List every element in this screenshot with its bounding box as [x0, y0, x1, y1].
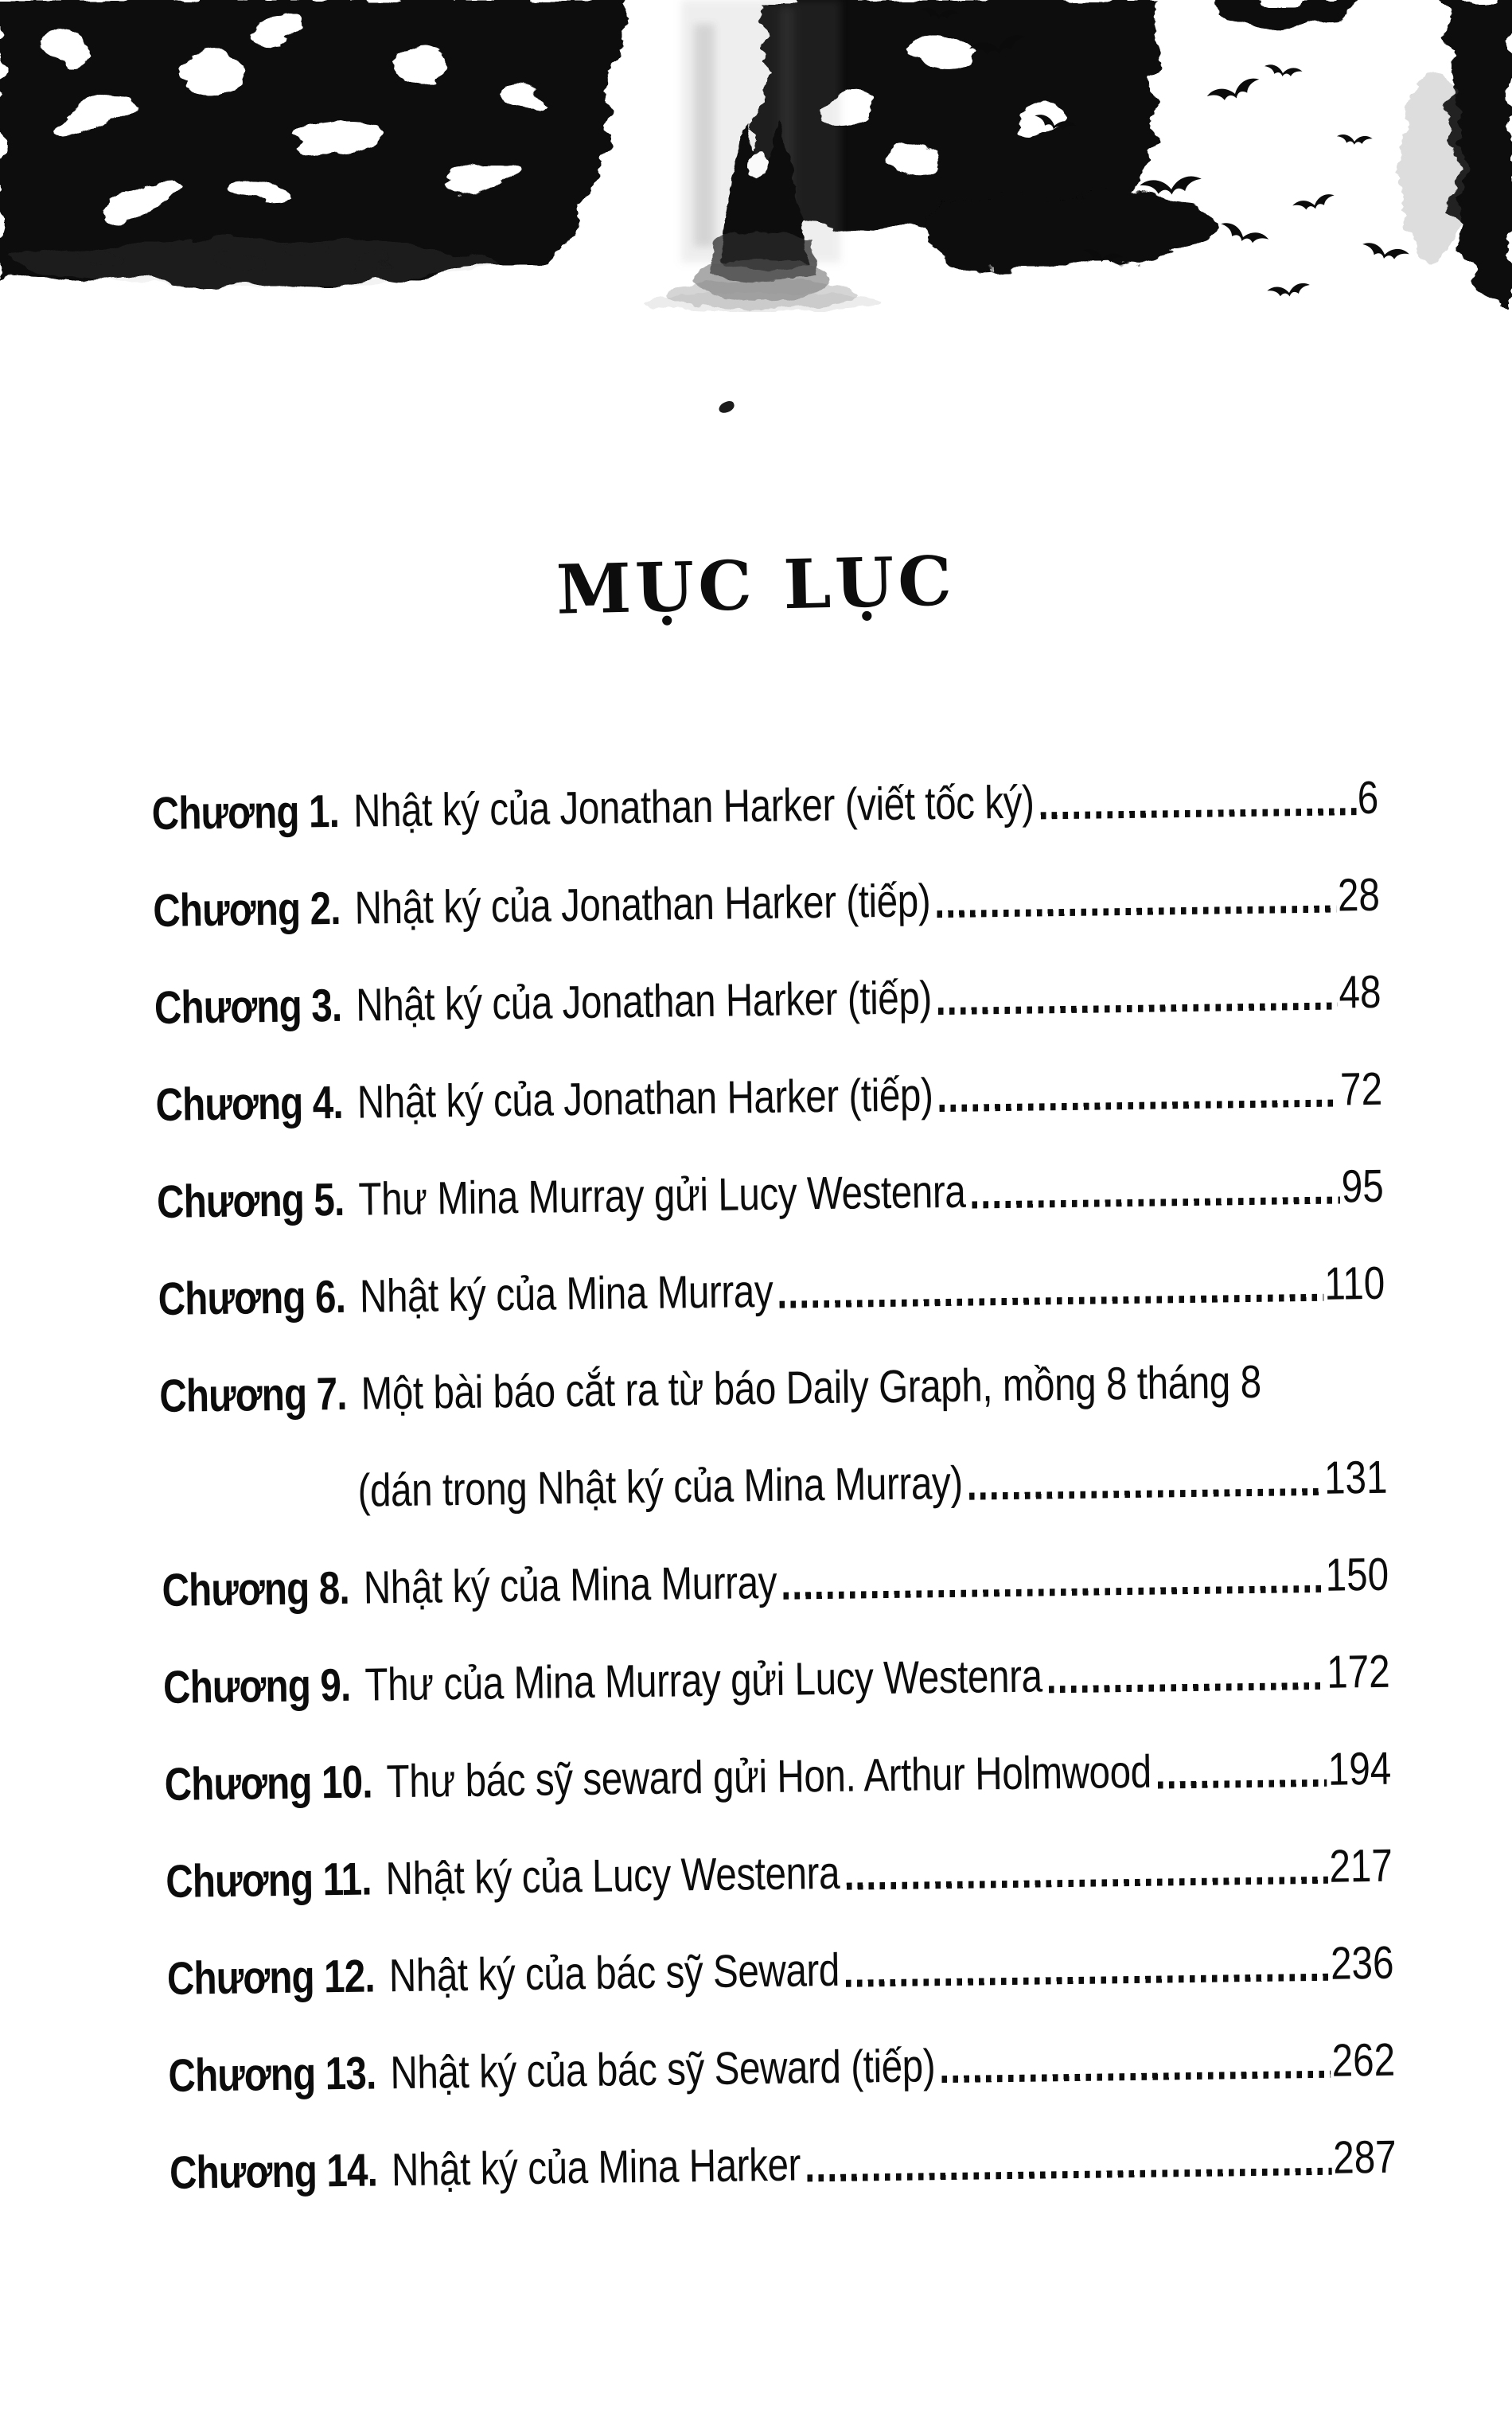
chapter-label: Chương 13.	[168, 2047, 376, 2102]
chapter-title: Thư bác sỹ seward gửi Hon. Arthur Holmwood	[386, 1745, 1152, 1808]
dot-leader	[846, 1877, 1328, 1890]
toc-entry	[162, 1526, 1389, 1639]
page-number: 236	[1330, 1936, 1394, 1990]
toc-entry	[169, 2109, 1397, 2222]
chapter-title: Nhật ký của bác sỹ Seward	[388, 1943, 840, 2002]
toc-line	[162, 1624, 1390, 1737]
dot-leader	[780, 1294, 1324, 1308]
toc-list	[151, 750, 1397, 2222]
chapter-title: Nhật ký của Jonathan Harker (tiếp)	[357, 1069, 933, 1129]
chapter-label: Chương 7.	[158, 1367, 348, 1422]
page-title: MỤC LỤC	[555, 541, 957, 630]
toc-line	[168, 2012, 1396, 2125]
dot-leader	[937, 906, 1337, 918]
chapter-label: Chương 1.	[151, 785, 340, 840]
page-number: 150	[1325, 1548, 1389, 1601]
toc-line	[158, 1235, 1385, 1348]
bat-icon	[1361, 241, 1410, 263]
page-number: 262	[1331, 2033, 1396, 2087]
page-number: 110	[1324, 1257, 1385, 1310]
chapter-label: Chương 6.	[158, 1270, 346, 1325]
dot-leader	[1041, 808, 1357, 819]
dot-leader	[941, 2071, 1331, 2083]
toc-entry	[168, 2012, 1396, 2125]
header-artwork-svg	[0, 0, 1512, 312]
toc-entry	[159, 1332, 1389, 1542]
page-number: 28	[1337, 868, 1381, 922]
chapter-label: Chương 14.	[169, 2144, 378, 2199]
toc-entry	[155, 1041, 1383, 1154]
page-number: 287	[1332, 2130, 1397, 2184]
chapter-label: Chương 10.	[164, 1756, 373, 1811]
chapter-label: Chương 4.	[155, 1076, 344, 1131]
toc-entry	[166, 1818, 1393, 1931]
dot-leader	[969, 1488, 1323, 1500]
toc-entry	[158, 1235, 1385, 1348]
dot-leader	[807, 2168, 1332, 2182]
chapter-title: Thư của Mina Murray gửi Lucy Westenra	[364, 1650, 1042, 1711]
chapter-title: Nhật ký của bác sỹ Seward (tiếp)	[390, 2040, 936, 2099]
toc-line	[153, 847, 1381, 960]
toc-entry	[164, 1721, 1392, 1834]
page-number: 217	[1329, 1839, 1393, 1893]
chapter-label: Chương 3.	[154, 979, 342, 1034]
chapter-title: Nhật ký của Jonathan Harker (tiếp)	[355, 972, 933, 1031]
chapter-title: Một bài báo cắt ra từ báo Daily Graph, mồng 8 tháng 8	[360, 1355, 1262, 1420]
dot-leader	[938, 1003, 1338, 1015]
page-number: 131	[1323, 1451, 1388, 1504]
chapter-title: Nhật ký của Mina Murray	[363, 1556, 777, 1614]
page-number: 95	[1341, 1160, 1385, 1213]
chapter-title: Nhật ký của Jonathan Harker (tiếp)	[354, 875, 931, 934]
dot-leader	[1158, 1780, 1327, 1789]
chapter-label: Chương 12.	[166, 1950, 376, 2005]
ink-speck	[717, 400, 735, 415]
chapter-title-continuation: (dán trong Nhật ký của Mina Murray)	[357, 1456, 964, 1517]
dot-leader	[940, 1099, 1339, 1112]
toc-line	[156, 1138, 1384, 1251]
chapter-label: Chương 9.	[162, 1659, 351, 1713]
chapter-title: Thư Mina Murray gửi Lucy Westenra	[358, 1165, 966, 1226]
chapter-label: Chương 8.	[162, 1561, 350, 1616]
chapter-title: Nhật ký của Jonathan Harker (viết tốc ký)	[353, 776, 1035, 837]
toc-line	[159, 1332, 1387, 1445]
dot-leader	[1049, 1682, 1326, 1694]
toc-line	[164, 1721, 1392, 1834]
toc-line	[166, 1818, 1393, 1931]
toc-entry	[151, 750, 1379, 863]
toc-line	[166, 1915, 1394, 2028]
toc-line-continuation	[160, 1429, 1388, 1542]
toc-entry	[156, 1138, 1384, 1251]
chapter-title: Nhật ký của Mina Harker	[391, 2138, 801, 2197]
dot-leader	[972, 1196, 1341, 1208]
toc-line	[162, 1526, 1389, 1639]
dot-leader	[783, 1585, 1324, 1600]
page-number: 6	[1357, 771, 1379, 824]
bat-icon	[1206, 76, 1262, 107]
toc-line	[154, 944, 1381, 1057]
page-number: 72	[1339, 1062, 1383, 1116]
bat-icon	[1336, 134, 1373, 146]
toc-entry	[153, 847, 1381, 960]
toc-line	[151, 750, 1379, 863]
toc-entry	[166, 1915, 1394, 2028]
chapter-title: Nhật ký của Lucy Westenra	[385, 1846, 840, 1905]
toc-entry	[154, 944, 1381, 1057]
chapter-label: Chương 5.	[156, 1173, 345, 1228]
bat-icon	[1218, 221, 1269, 249]
bat-icon	[1267, 283, 1311, 300]
toc-line	[155, 1041, 1383, 1154]
bat-icon	[1292, 193, 1336, 214]
page-number: 48	[1339, 965, 1381, 1019]
header-artwork	[0, 0, 1512, 312]
chapter-title: Nhật ký của Mina Murray	[359, 1265, 774, 1323]
chapter-label: Chương 11.	[165, 1853, 372, 1908]
dot-leader	[846, 1974, 1330, 1987]
page-number: 172	[1326, 1645, 1391, 1698]
chapter-label: Chương 2.	[152, 882, 341, 937]
toc-line	[169, 2109, 1397, 2222]
bat-icon	[1264, 64, 1303, 79]
toc-entry	[162, 1624, 1390, 1737]
page-number: 194	[1327, 1742, 1392, 1795]
